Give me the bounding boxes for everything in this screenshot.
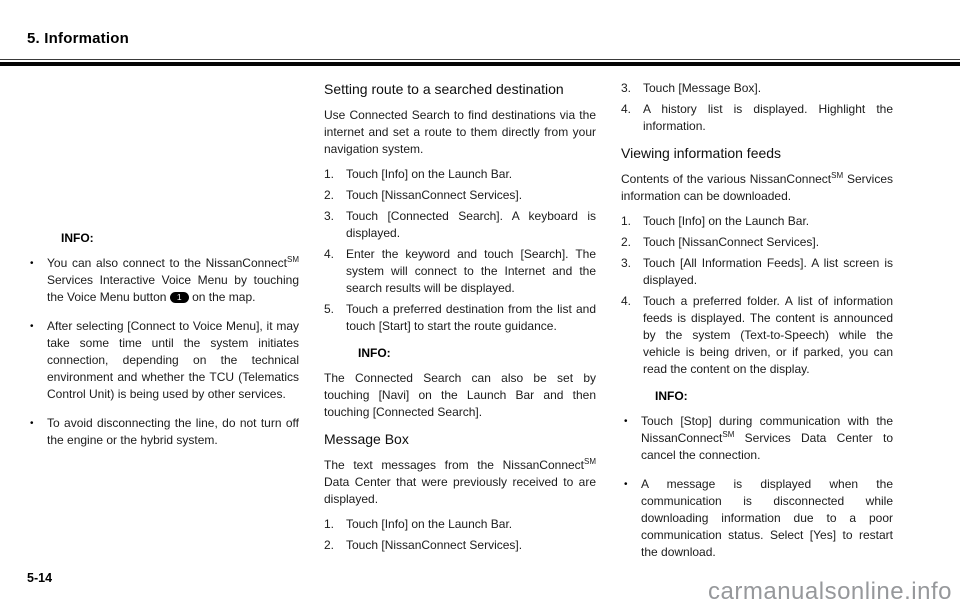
paragraph bbox=[621, 171, 893, 205]
numbered-step bbox=[621, 213, 893, 230]
step-text: Touch [NissanConnect Services]. bbox=[346, 188, 523, 202]
superscript-sm: SM bbox=[584, 457, 596, 466]
paragraph-part: Services information can be downloaded. bbox=[621, 172, 893, 203]
step-text: Touch a preferred folder. A list of information feeds is displayed. The content is announced by the system (Text-to-Speech) while the vehicle is being driven, or if parked, you can read the content on the display. bbox=[643, 294, 893, 376]
paragraph: The Connected Search can also be set by touching [Navi] on the Launch Bar and then touching [Connected Search]. bbox=[324, 371, 596, 419]
step-text: Touch [Message Box]. bbox=[643, 81, 762, 95]
bullet-text-part: Touch [Stop] during communication with the NissanConnect bbox=[641, 414, 893, 445]
watermark: carmanualsonline.info bbox=[708, 578, 952, 605]
numbered-step bbox=[324, 246, 596, 297]
numbered-step bbox=[621, 101, 893, 135]
bullet-marker: • bbox=[624, 479, 628, 490]
step-text: Enter the keyword and touch [Search]. The system will connect to the Internet and the search results will be displayed. bbox=[346, 247, 596, 295]
numbered-step bbox=[621, 234, 893, 251]
step-number: 1. bbox=[324, 167, 335, 181]
paragraph: Use Connected Search to find destinations via the internet and set a route to them directly from your navigation system. bbox=[324, 108, 596, 156]
numbered-step bbox=[324, 516, 596, 533]
bullet-text-part: Services Data Center to cancel the connection. bbox=[641, 431, 893, 462]
step-number: 3. bbox=[324, 209, 335, 223]
column-right bbox=[621, 80, 893, 573]
numbered-step bbox=[324, 208, 596, 242]
numbered-step bbox=[621, 80, 893, 97]
step-number: 2. bbox=[621, 235, 632, 249]
paragraph-part: Data Center that were previously received to are displayed. bbox=[324, 475, 596, 506]
section-heading: Setting route to a searched destination bbox=[324, 81, 564, 97]
numbered-step bbox=[324, 166, 596, 183]
bullet-text: To avoid disconnecting the line, do not turn off the engine or the hybrid system. bbox=[47, 416, 299, 447]
bullet-item bbox=[27, 255, 299, 306]
bullet-text bbox=[641, 413, 893, 464]
step-text: Touch [Info] on the Launch Bar. bbox=[643, 214, 810, 228]
bullet-item bbox=[621, 476, 893, 561]
info-heading: INFO: bbox=[358, 346, 391, 360]
step-text: Touch a preferred destination from the list and touch [Start] to start the route guidance. bbox=[346, 302, 596, 333]
step-number: 3. bbox=[621, 256, 632, 270]
page-header bbox=[0, 0, 960, 47]
step-number: 4. bbox=[621, 294, 632, 308]
page-number: 5-14 bbox=[27, 571, 53, 585]
bullet-marker: • bbox=[30, 321, 34, 332]
bullet-marker: • bbox=[30, 418, 34, 429]
bullet-marker: • bbox=[624, 416, 628, 427]
bullet-item bbox=[27, 318, 299, 403]
numbered-step bbox=[621, 255, 893, 289]
superscript-sm: SM bbox=[831, 171, 844, 180]
superscript-sm: SM bbox=[287, 255, 299, 264]
chapter-title: 5. Information bbox=[27, 30, 129, 47]
header-rule-thin bbox=[0, 59, 960, 60]
step-number: 5. bbox=[324, 302, 335, 316]
step-text: Touch [Info] on the Launch Bar. bbox=[346, 167, 513, 181]
section-heading: Message Box bbox=[324, 431, 409, 447]
paragraph-part: Contents of the various NissanConnect bbox=[621, 172, 832, 186]
content-columns bbox=[0, 66, 960, 573]
step-text: Touch [Connected Search]. A keyboard is displayed. bbox=[346, 209, 596, 240]
numbered-step bbox=[324, 301, 596, 335]
step-number: 1. bbox=[324, 517, 335, 531]
superscript-sm: SM bbox=[722, 430, 735, 439]
bullet-text-part: You can also connect to the NissanConnect bbox=[47, 256, 287, 270]
column-middle bbox=[324, 80, 596, 558]
voice-menu-button-icon: 1 bbox=[170, 292, 189, 303]
numbered-step bbox=[324, 537, 596, 554]
step-number: 4. bbox=[324, 247, 335, 261]
bullet-text bbox=[47, 255, 299, 306]
step-number: 2. bbox=[324, 188, 335, 202]
paragraph bbox=[324, 457, 596, 508]
step-number: 3. bbox=[621, 81, 632, 95]
step-text: A history list is displayed. Highlight the information. bbox=[643, 102, 893, 133]
step-text: Touch [Info] on the Launch Bar. bbox=[346, 517, 513, 531]
step-text: Touch [NissanConnect Services]. bbox=[643, 235, 820, 249]
bullet-text: After selecting [Connect to Voice Menu], it may take some time until the system initiates connection, depending on the technical environment and whether the TCU (Telematics Control Unit) is being used by other services. bbox=[47, 319, 299, 401]
bullet-text-part: Services Interactive Voice Menu by touching the Voice Menu button bbox=[47, 273, 299, 304]
numbered-step bbox=[324, 187, 596, 204]
bullet-marker: • bbox=[30, 258, 34, 269]
bullet-text: A message is displayed when the communication is disconnected while downloading information due to a poor communication status. Select [Yes] to restart the download. bbox=[641, 477, 893, 559]
info-heading: INFO: bbox=[655, 389, 688, 403]
step-text: Touch [All Information Feeds]. A list screen is displayed. bbox=[643, 256, 893, 287]
column-left bbox=[27, 80, 299, 461]
step-number: 2. bbox=[324, 538, 335, 552]
numbered-step bbox=[621, 293, 893, 378]
step-text: Touch [NissanConnect Services]. bbox=[346, 538, 523, 552]
paragraph-part: The text messages from the NissanConnect bbox=[324, 458, 584, 472]
bullet-text-part: on the map. bbox=[188, 290, 256, 304]
step-number: 1. bbox=[621, 214, 632, 228]
step-number: 4. bbox=[621, 102, 632, 116]
section-heading: Viewing information feeds bbox=[621, 145, 782, 161]
bullet-item bbox=[621, 413, 893, 464]
bullet-item bbox=[27, 415, 299, 449]
info-heading: INFO: bbox=[61, 231, 94, 245]
